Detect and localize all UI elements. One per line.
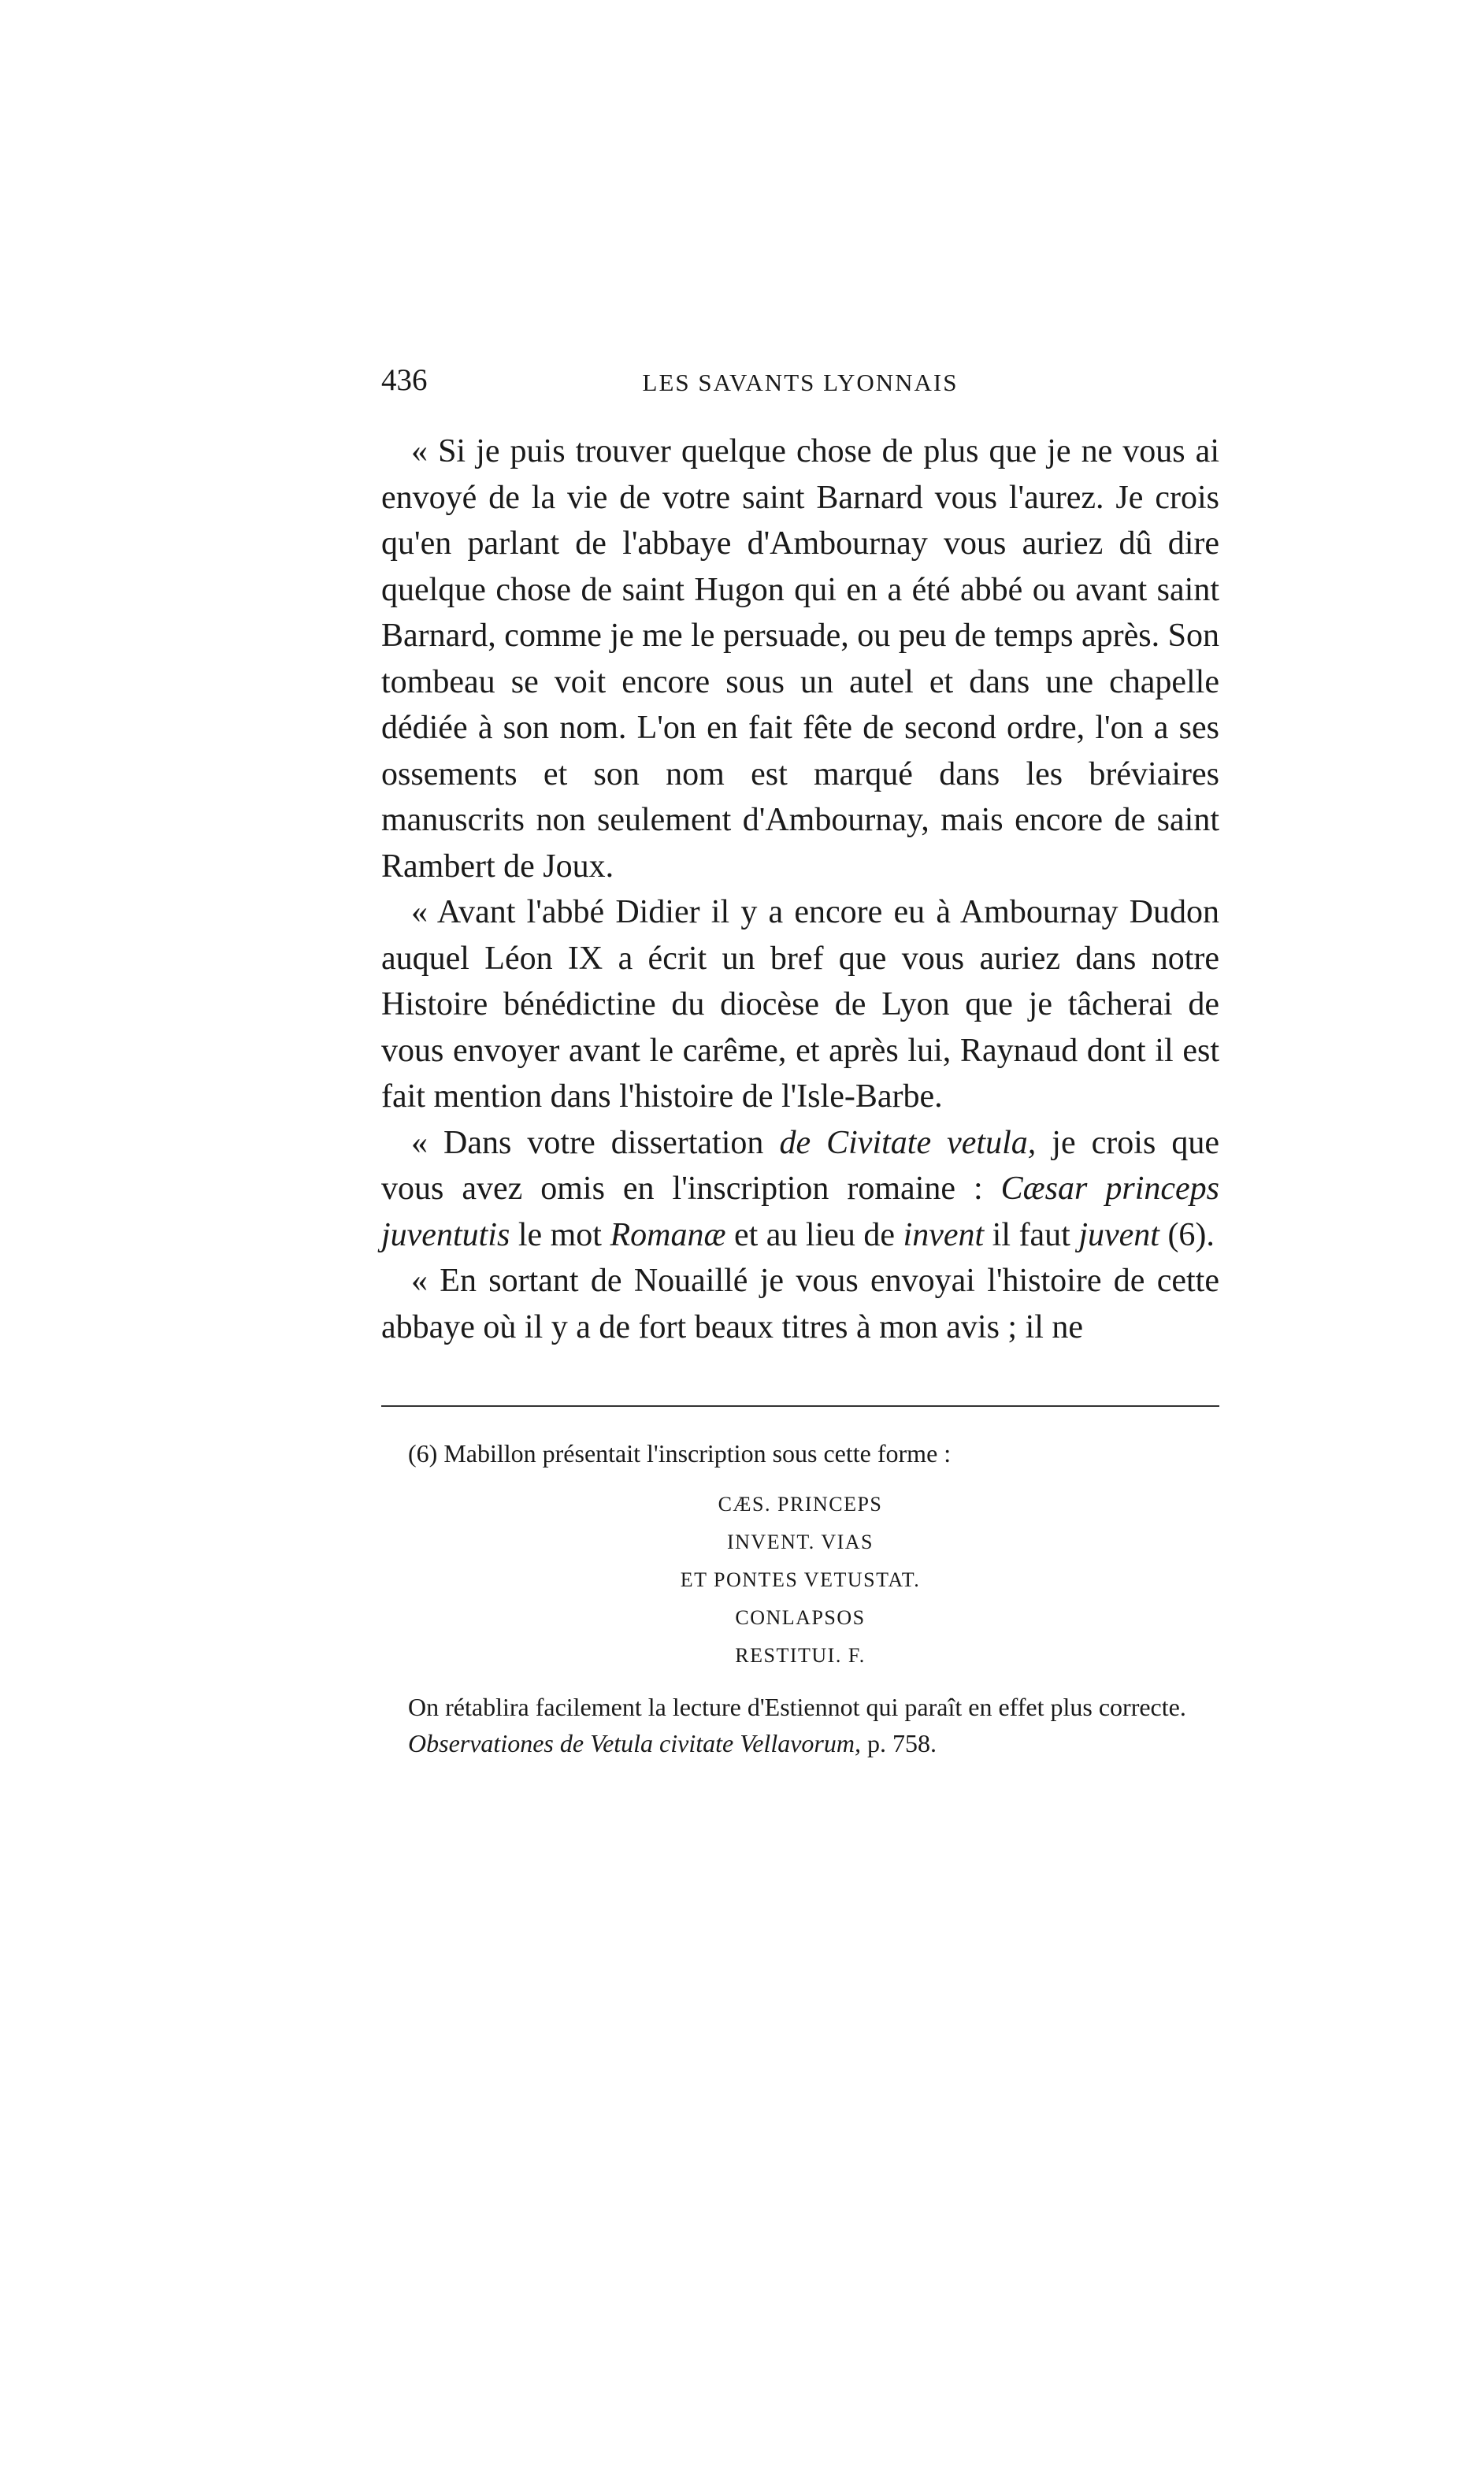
page-number: 436: [381, 363, 428, 397]
footnotes: [381, 1435, 1219, 1761]
reference-title: Observationes de Vetula civitate Vellavorum,: [408, 1729, 861, 1757]
running-title: LES SAVANTS LYONNAIS: [642, 369, 959, 396]
inscription-block: [381, 1486, 1219, 1675]
footnote-marker: (6).: [1159, 1216, 1215, 1253]
inscription-line: CÆS. PRINCEPS: [718, 1493, 883, 1516]
footnote-reference: [381, 1725, 1219, 1761]
footnote-rule: [381, 1405, 1219, 1407]
footnote-text: On rétablira facilement la lecture d'Estiennot qui paraît en effet plus correcte.: [408, 1693, 1186, 1721]
book-page: [381, 362, 1219, 1761]
paragraph-1: « Si je puis trouver quelque chose de plus que je ne vous ai envoyé de la vie de votre saint Barnard vous l'aurez. Je crois qu'en parlant de l'abbaye d'Ambournay vous auriez dû dire quelque chose de saint Hugon qui en a été abbé ou avant saint Barnard, comme je me le persuade, ou peu de temps après. Son tombeau se voit encore sous un autel et dans une chapelle dédiée à son nom. L'on en fait fête de second ordre, l'on a ses ossements et son nom est marqué dans les bréviaires manuscrits non seulement d'Ambournay, mais encore de saint Rambert de Joux.: [381, 433, 1219, 885]
paragraph-3: [381, 1120, 1219, 1259]
inscription-line: INVENT. VIAS: [726, 1531, 874, 1553]
paragraph-3-text: et au lieu de: [725, 1216, 903, 1253]
word-juvent: juvent: [1078, 1216, 1159, 1253]
reference-page: p. 758.: [860, 1729, 937, 1757]
inscription-line: ET PONTES VETUSTAT.: [680, 1568, 921, 1591]
body-text: [381, 429, 1219, 1350]
running-head: [381, 362, 1219, 400]
paragraph-3-text: le mot: [510, 1216, 610, 1253]
footnote-intro: (6) Mabillon présentait l'inscription sous cette forme :: [408, 1439, 952, 1468]
paragraph-2: « Avant l'abbé Didier il y a encore eu à Ambournay Dudon auquel Léon IX a écrit un bref que vous auriez dans notre Histoire bénédictine du diocèse de Lyon que je tâcherai de vous envoyer avant le carême, et après lui, Raynaud dont il est fait mention dans l'histoire de l'Isle-Barbe.: [381, 894, 1219, 1115]
word-invent: invent: [903, 1216, 985, 1253]
dissertation-title: de Civitate vetula,: [779, 1124, 1037, 1161]
paragraph-3-text: je crois que vous avez omis en l'inscription romaine :: [381, 1124, 1219, 1207]
paragraph-4: « En sortant de Nouaillé je vous envoyai l'histoire de cette abbaye où il y a de fort beaux titres à mon avis ; il ne: [381, 1263, 1219, 1345]
paragraph-3-text: il faut: [984, 1216, 1079, 1253]
word-romanae: Romanæ: [610, 1216, 726, 1253]
inscription-line: RESTITUI. F.: [735, 1644, 866, 1667]
inscription-quote: Cæsar princeps juventutis: [381, 1171, 1219, 1253]
inscription-line: CONLAPSOS: [735, 1606, 866, 1629]
paragraph-3-text: « Dans votre dissertation: [411, 1124, 780, 1161]
